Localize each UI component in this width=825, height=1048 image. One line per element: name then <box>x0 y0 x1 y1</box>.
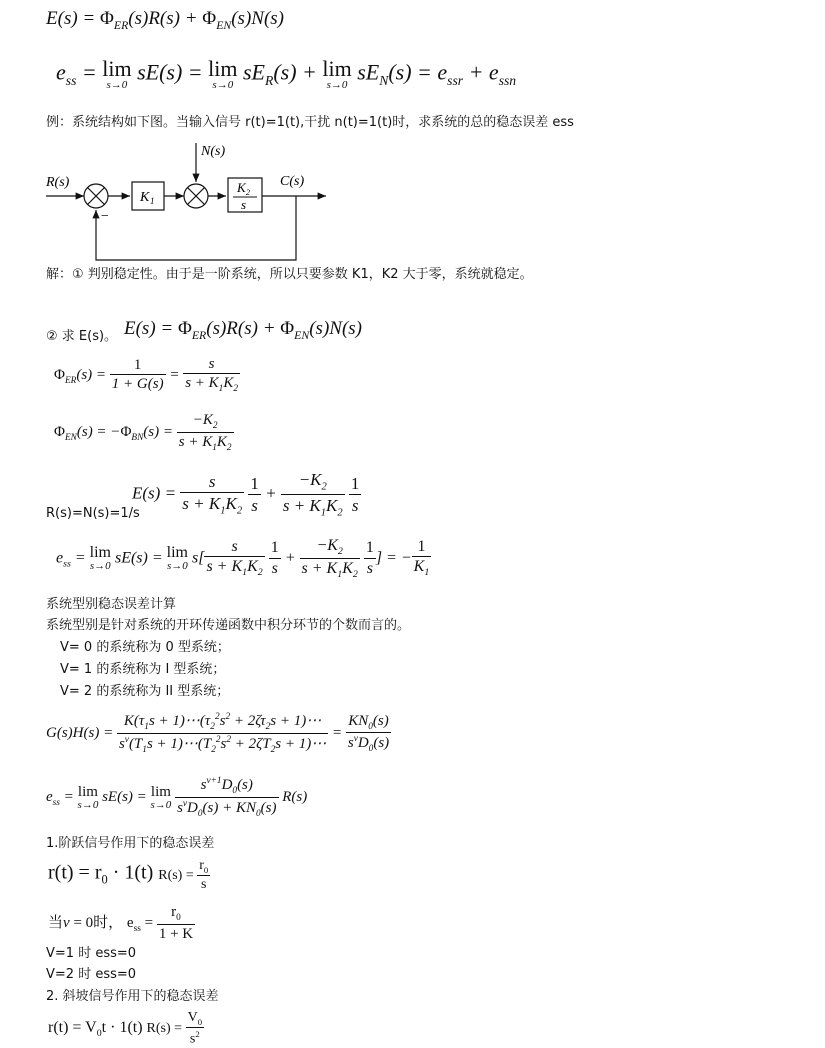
output-label: C(s) <box>280 174 305 189</box>
equation-steady-state-error-general: $e_{ss}$ = lim s→0 sE(s) = lim s→0 $\frac{s^{v+1}D_0(s)}{s^vD_0(s) + KN_0(s)}$ R(s) <box>46 776 308 819</box>
gain-block-k1 <box>132 182 164 210</box>
equation-ramp-input: $r(t) = V_0t \cdot 1(t) R(s)$ = $\frac{V_0}{s^2}$ <box>48 1010 203 1047</box>
equation-steady-state-error-result: $e_{ss}$ = lim s→0 sE(s) = lim s→0 s[ $\frac{s}{s + K_1K_2}$ $\frac{1}{s}$ + $\frac{-K_2}{s + K_1K_2}$ $\frac{1}{s}$ ] = − $\frac{1}{K_1}$ <box>56 537 430 580</box>
section-heading-step-input: 1.阶跃信号作用下的稳态误差 <box>46 836 215 851</box>
equation-phi-er: $\Phi_{ER}(s)$ = $\frac{1}{1 + G(s)}$ = $\frac{s}{s + K_1K_2}$ <box>54 356 238 395</box>
equation-error-sum-top: $E(s) = \Phi_{ER}(s)R(s) + \Phi_{EN}(s)N(s)$ <box>46 8 285 32</box>
input-condition: R(s)=N(s)=1/s <box>46 506 140 521</box>
type2-step-error: V=2 时 ess=0 <box>46 967 137 982</box>
equation-phi-en: $\Phi_{EN}(s) = -\Phi_{BN}(s)$ = $\frac{-K_2}{s + K_1K_2}$ <box>54 412 232 453</box>
equation-open-loop-transfer: G(s)H(s) = $\frac{K(\tau_1s + 1)\cdots(\tau_2^2s^2 + 2\zeta\tau_2s + 1)\cdots}{s^v(T_1s + 1)\cdots(T_2^2s^2 + 2\zeta T_2s + 1)\cdots}$ = $\frac{KN_0(s)}{s^vD_0(s)}$ <box>46 712 390 755</box>
type1-step-error: V=1 时 ess=0 <box>46 946 137 961</box>
disturbance-label: N(s) <box>201 144 226 159</box>
summing-junction-2 <box>184 184 208 208</box>
equation-step-input: $r(t) = r_0 \cdot 1(t) R(s)$ = $\frac{r_0}{s}$ <box>48 858 209 892</box>
equation-error-expression: E(s) = $\frac{s}{s + K_1K_2}$ $\frac{1}{s}$ + $\frac{-K_2}{s + K_1K_2}$ $\frac{1}{s}$ <box>132 470 360 518</box>
minus-sign: − <box>100 209 110 224</box>
block-diagram <box>44 140 334 265</box>
system-type-item-0: V= 0 的系统称为 0 型系统； <box>60 640 230 655</box>
input-label: R(s) <box>46 175 70 190</box>
system-type-item-2: V= 2 的系统称为 II 型系统； <box>60 684 230 699</box>
equation-steady-state-error-sum: $e_{ss}$ = lim s→0 sE(s) = lim s→0 $sE_R(s)$ + lim s→0 $sE_N(s) = e_{ssr} + e_{ssn}$ <box>56 56 517 91</box>
svg-text:2: 2 <box>246 188 250 197</box>
svg-text:K: K <box>237 180 246 195</box>
system-type-definition: 系统型别是针对系统的开环传递函数中积分环节的个数而言的。 <box>46 618 411 633</box>
svg-text:K: K <box>140 190 150 205</box>
svg-text:1: 1 <box>150 196 155 206</box>
equation-error-sum-step2: $E(s) = \Phi_{ER}(s)R(s) + \Phi_{EN}(s)N(s)$ <box>124 318 362 342</box>
solution-step-1: 解：① 判别稳定性。由于是一阶系统，所以只要参数 K1，K2 大于零，系统就稳定。 <box>46 267 533 282</box>
summing-junction-1 <box>84 184 108 208</box>
integrator-block-k2 <box>228 178 262 212</box>
equation-step-error-type0: 当ν = 0时， $e_{ss}$ = $\frac{r_0}{1 + K}$ <box>48 904 194 942</box>
section-heading-ramp-input: 2. 斜坡信号作用下的稳态误差 <box>46 989 219 1004</box>
section-heading-system-type: 系统型别稳态误差计算 <box>46 597 177 612</box>
svg-text:s: s <box>241 197 247 212</box>
example-statement: 例：系统结构如下图。当输入信号 r(t)=1(t),干扰 n(t)=1(t)时，求系统的总的稳态误差 ess <box>46 115 574 130</box>
system-type-item-1: V= 1 的系统称为 I 型系统； <box>60 662 226 677</box>
solution-step-2: ② 求 E(s)。 <box>46 329 118 344</box>
